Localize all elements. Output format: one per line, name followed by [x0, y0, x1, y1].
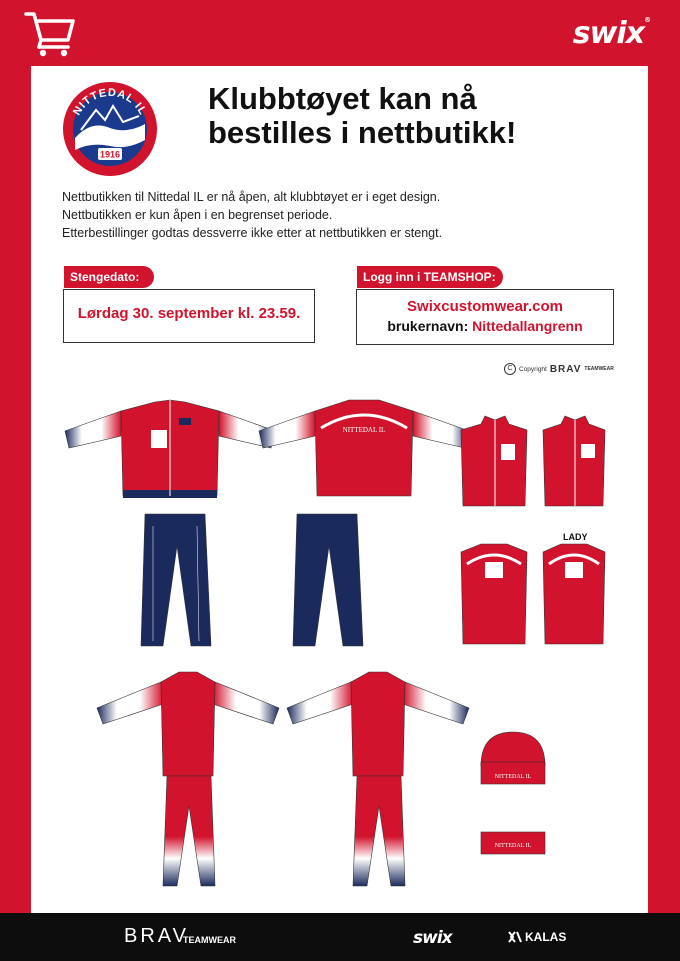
flyer-panel	[31, 66, 648, 913]
teamwear-label: TEAMWEAR	[183, 935, 236, 945]
copyright-icon: C	[504, 363, 516, 375]
vest-front-lady	[543, 416, 605, 506]
teamshop-login-box	[356, 289, 614, 345]
svg-text:NITTEDAL IL: NITTEDAL IL	[494, 843, 532, 849]
svg-text:NITTEDAL IL: NITTEDAL IL	[71, 86, 149, 118]
closing-date-box	[63, 289, 315, 343]
vest-front	[461, 416, 527, 506]
beanie-hat	[481, 732, 545, 784]
vest-back-lady	[543, 544, 605, 644]
page-title: Klubbtøyet kan nå bestilles i nettbutikk!	[208, 81, 517, 150]
kalas-icon	[508, 931, 522, 943]
swix-logo: swix®	[572, 16, 650, 51]
pants-front	[141, 514, 211, 646]
svg-text:NITTEDAL IL: NITTEDAL IL	[342, 426, 386, 434]
intro-text: Nettbutikken til Nittedal IL er nå åpen, alt klubbtøyet er i eget design. Nettbutikken er kun åpen i en begrenset periode. Etterbestillinger godtas dessverre ikke etter at nettbutikken er stengt.	[62, 190, 443, 240]
username-value: Nittedallangrenn	[472, 318, 583, 334]
top-bar	[0, 0, 680, 66]
vest-back	[461, 544, 527, 644]
teamshop-link[interactable]: Swixcustomwear.com	[407, 298, 563, 315]
club-logo	[61, 80, 159, 178]
username-line: brukernavn: Nittedallangrenn	[387, 318, 583, 334]
footer	[0, 913, 680, 961]
shopping-cart-icon[interactable]	[24, 10, 76, 58]
race-suit-front	[97, 672, 279, 886]
jacket-back	[259, 400, 469, 496]
headband	[481, 832, 545, 854]
svg-text:1916: 1916	[99, 149, 121, 160]
garment-illustrations	[31, 386, 648, 906]
swix-logo: swix	[413, 928, 452, 948]
teamshop-login-label: Logg inn i TEAMSHOP:	[357, 266, 503, 288]
closing-date-label: Stengedato:	[64, 266, 154, 288]
lady-label: LADY	[563, 532, 588, 542]
race-suit-back	[287, 672, 469, 886]
kalas-logo: KALAS	[508, 930, 566, 944]
jacket-front	[65, 400, 275, 498]
copyright-notice: C Copyright BRAV TEAMWEAR	[504, 363, 614, 375]
closing-date-value: Lørdag 30. september kl. 23.59.	[77, 305, 301, 322]
pants-back	[293, 514, 363, 646]
svg-text:NITTEDAL IL: NITTEDAL IL	[494, 774, 532, 780]
brav-logo: BRAV	[124, 925, 189, 947]
